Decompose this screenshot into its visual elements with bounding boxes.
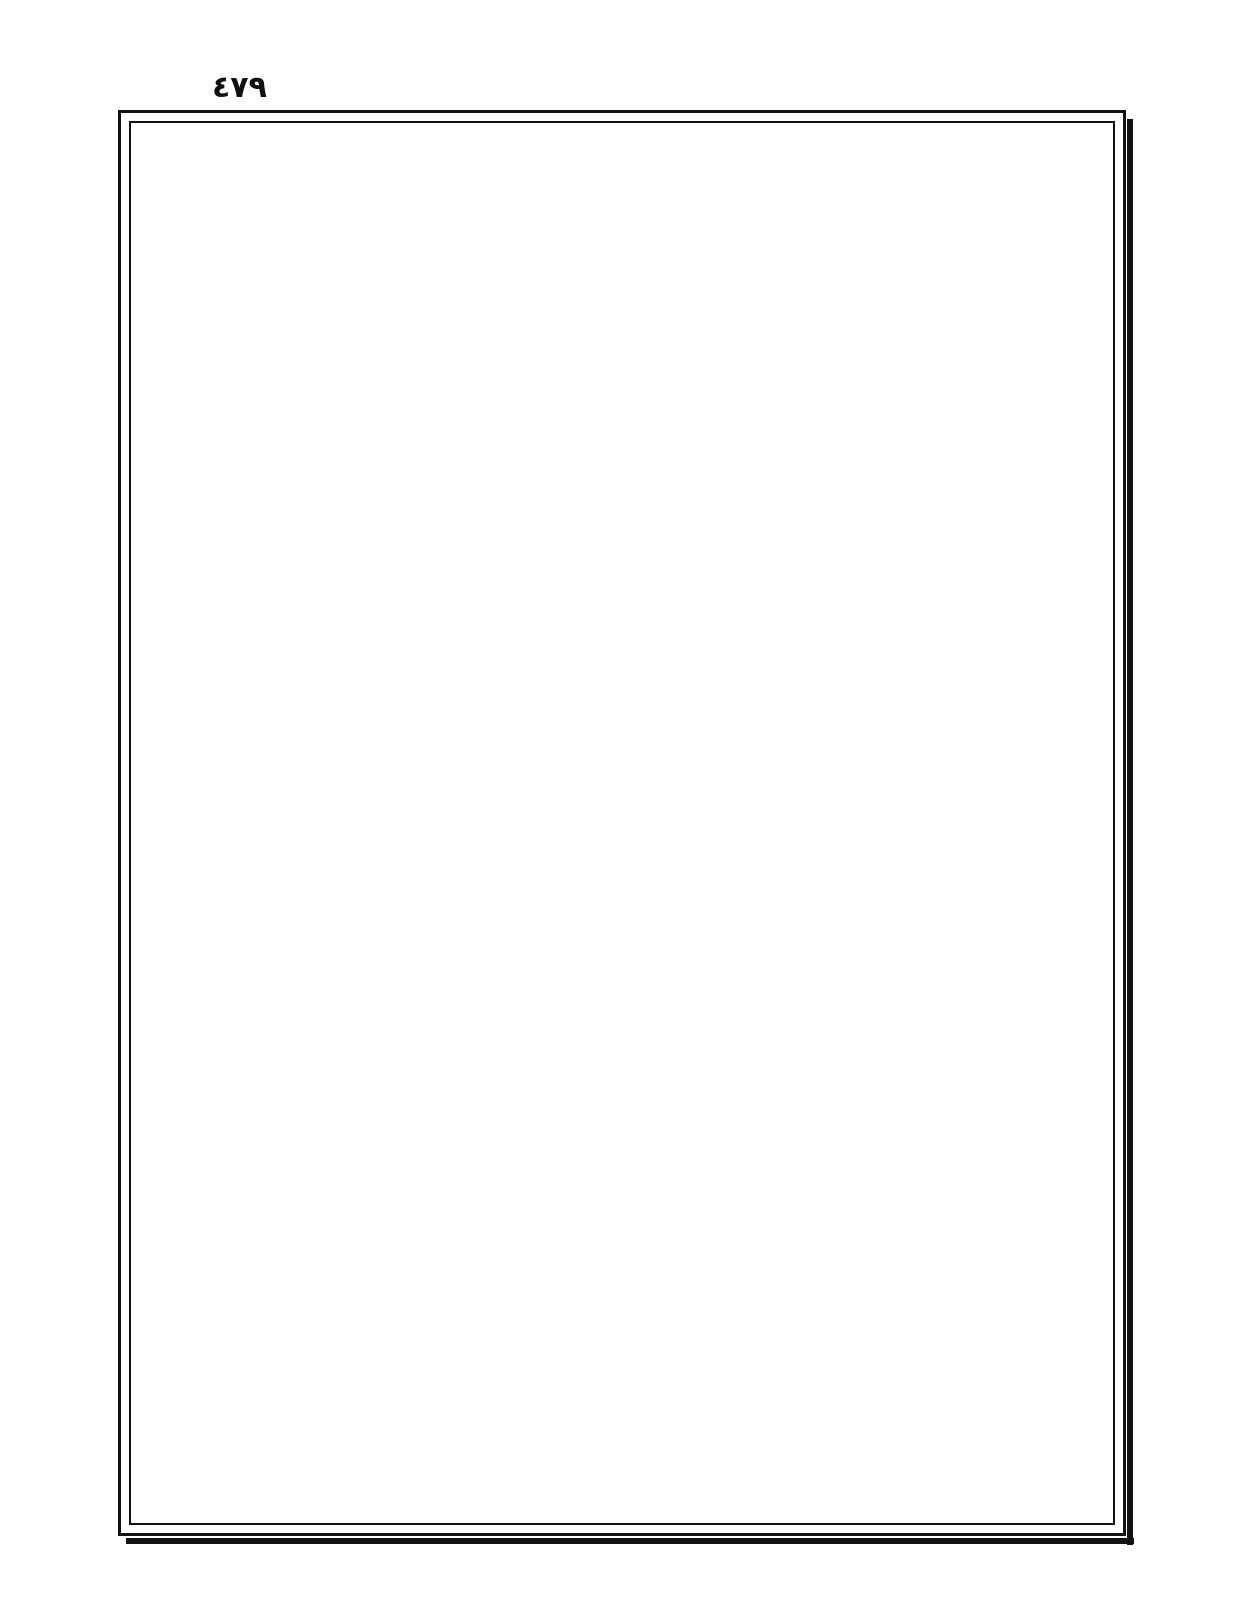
text-line bbox=[140, 946, 1102, 987]
text-line bbox=[140, 619, 1102, 660]
text-line bbox=[140, 210, 1102, 251]
text-line bbox=[140, 864, 1102, 905]
text-line bbox=[140, 251, 1102, 292]
text-line bbox=[140, 1068, 1102, 1109]
text-line bbox=[140, 1109, 1102, 1150]
text-line bbox=[140, 1191, 1102, 1232]
text-line bbox=[140, 169, 1102, 210]
text-line bbox=[140, 905, 1102, 946]
text-line bbox=[140, 292, 1102, 333]
text-line bbox=[140, 578, 1102, 619]
text-line bbox=[140, 537, 1102, 578]
text-line bbox=[140, 1273, 1102, 1314]
text-line bbox=[140, 823, 1102, 864]
text-line bbox=[140, 987, 1102, 1028]
body-text bbox=[140, 128, 1102, 1526]
text-line bbox=[140, 332, 1102, 373]
text-line bbox=[140, 1314, 1102, 1355]
text-line bbox=[140, 782, 1102, 823]
text-line bbox=[140, 414, 1102, 455]
text-line bbox=[140, 128, 1102, 169]
text-line bbox=[140, 496, 1102, 537]
text-line bbox=[140, 1150, 1102, 1191]
text-line bbox=[140, 1232, 1102, 1273]
text-line bbox=[140, 373, 1102, 414]
text-line bbox=[140, 1028, 1102, 1069]
text-line bbox=[140, 741, 1102, 782]
text-line bbox=[140, 1437, 1102, 1478]
page-frame-shadow bbox=[126, 1538, 1134, 1544]
page-number: ٤٧٩ bbox=[212, 70, 267, 105]
text-line bbox=[140, 1477, 1102, 1518]
text-line bbox=[140, 1396, 1102, 1437]
text-line bbox=[140, 455, 1102, 496]
text-line bbox=[140, 700, 1102, 741]
text-line bbox=[140, 660, 1102, 701]
text-line bbox=[140, 1355, 1102, 1396]
